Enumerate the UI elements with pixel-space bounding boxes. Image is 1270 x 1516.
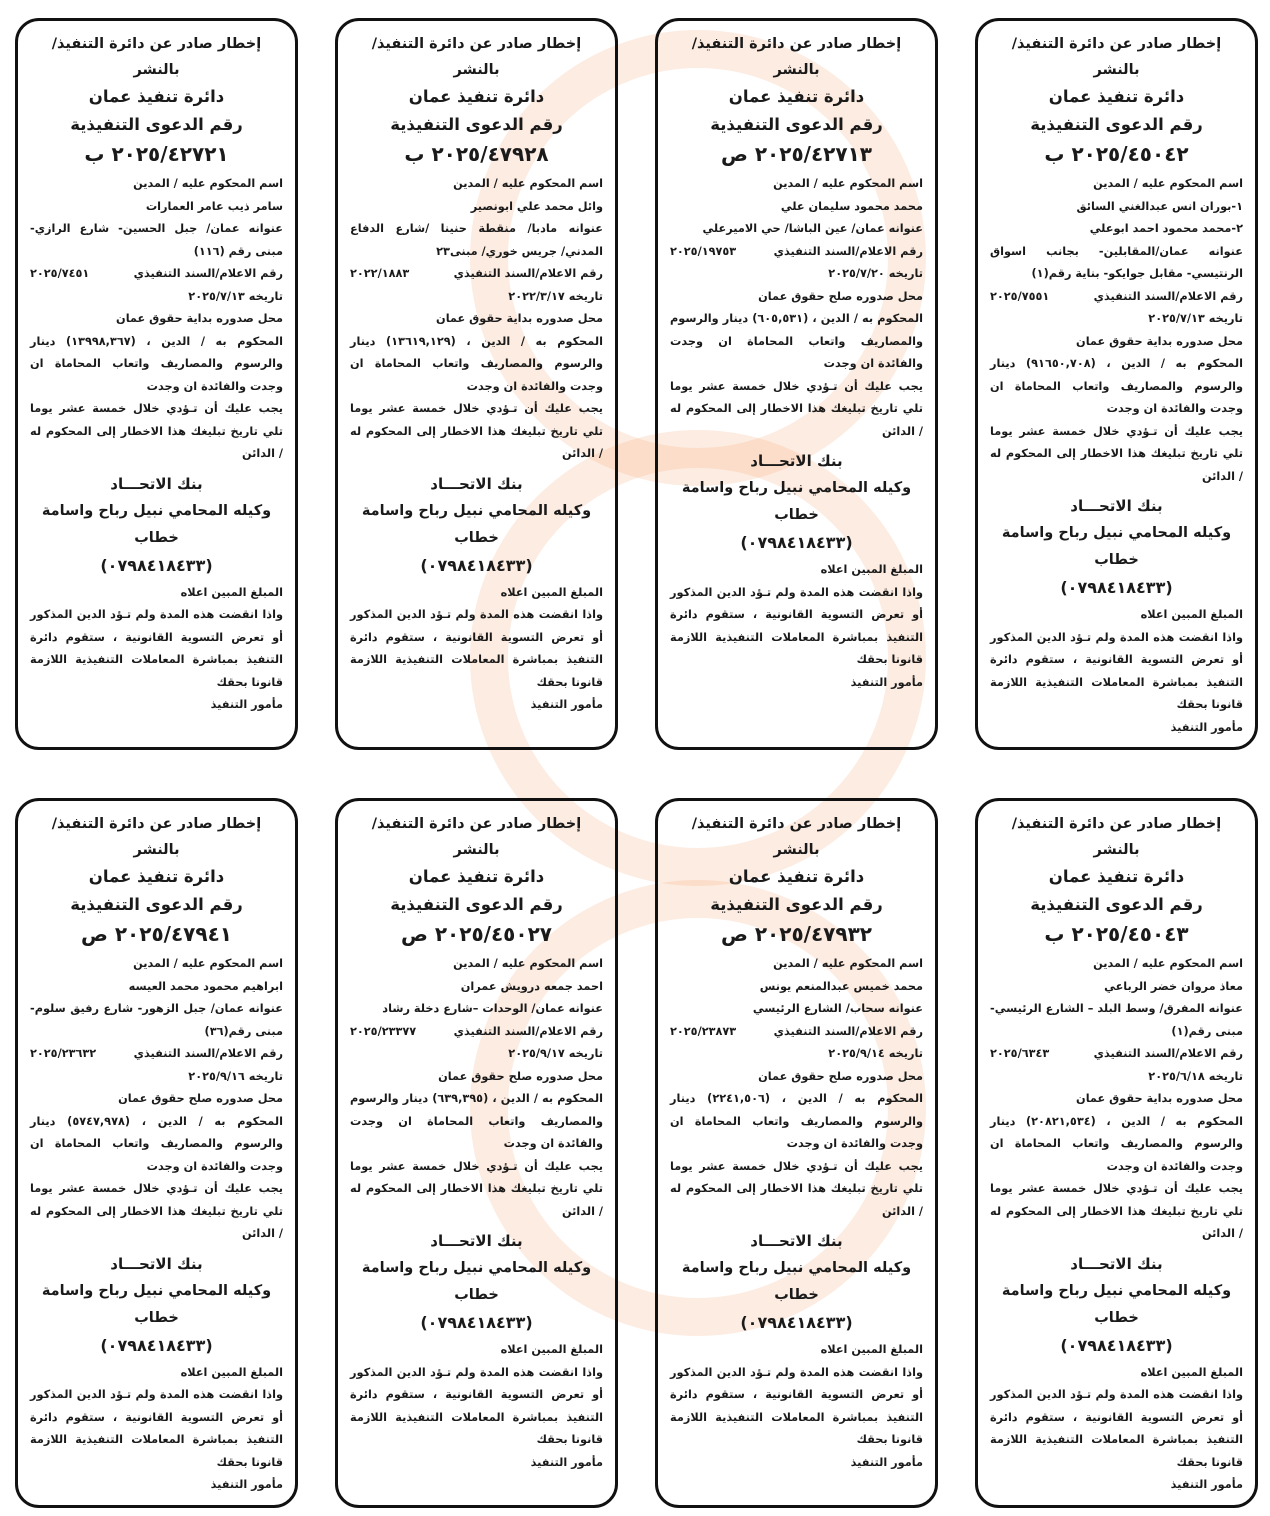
amount-note: المبلغ المبين اعلاه: [180, 1365, 283, 1379]
case-heading: رقم الدعوى التنفيذية: [70, 115, 243, 134]
amount-line: [990, 1111, 1243, 1179]
bank-name: بنك الاتحـــاد: [1070, 1254, 1163, 1273]
date-value: ٢٠٢٥/٧/٢٠: [828, 267, 885, 280]
amount-value: (١٣٩٩٨,٣٦٧): [65, 334, 136, 348]
signature: مأمور التنفيذ: [850, 1455, 923, 1469]
date-value: ٢٠٢٥/٧/١٣: [188, 289, 245, 303]
amount-note: المبلغ المبين اعلاه: [1140, 1365, 1243, 1379]
amount-suffix: دينار والرسوم والمصاريف واتعاب المحاماة ان وجدت والفائدة ان وجدت: [990, 1114, 1243, 1173]
amount-note: المبلغ المبين اعلاه: [820, 563, 923, 576]
date-value: ٢٠٢٥/٦/١٨: [1148, 1069, 1205, 1083]
notice-title: إخطار صادر عن دائرة التنفيذ/ بالنشر: [691, 36, 902, 78]
amount-suffix: دينار والرسوم والمصاريف واتعاب المحاماة ان وجدت والفائدة ان وجدت: [350, 1092, 603, 1150]
ref-line: [350, 263, 603, 286]
lawyer-name: وكيله المحامي نبيل رباح واسامة خطاب: [681, 1260, 912, 1303]
obligation-text: يجب عليك أن تـؤدي خلال خمسة عشر يوما تلي تاريخ تبليغك هذا الاخطار إلى المحكوم له / الدائن: [30, 1182, 283, 1240]
amount-note: المبلغ المبين اعلاه: [500, 1343, 603, 1356]
date-label: تاريخه: [248, 1069, 283, 1083]
ref-label: رقم الاعلام/السند التنفيذي: [453, 267, 603, 280]
notice-box: [655, 18, 938, 750]
date-value: ٢٠٢٥/٩/١٤: [828, 1047, 885, 1060]
department-name: دائرة تنفيذ عمان: [728, 867, 865, 886]
debtor-address: عنوانه المفرق/ وسط البلد – الشارع الرئيسي- مبنى رقم(١): [990, 1002, 1243, 1038]
amount-note: المبلغ المبين اعلاه: [180, 585, 283, 599]
amount-prefix: المحكوم به / الدين ،: [492, 1092, 603, 1105]
debtor-label: اسم المحكوم عليه / المدين: [773, 957, 923, 970]
date-label: تاريخه: [248, 289, 283, 303]
ref-line: [350, 1021, 603, 1044]
obligation-text: يجب عليك أن تـؤدي خلال خمسة عشر يوما تلي تاريخ تبليغك هذا الاخطار إلى المحكوم له / الدائن: [30, 402, 283, 460]
amount-prefix: المحكوم به / الدين ،: [1106, 1114, 1243, 1128]
amount-line: [670, 308, 923, 376]
department-name: دائرة تنفيذ عمان: [1048, 87, 1185, 106]
ref-label: رقم الاعلام/السند التنفيذي: [1093, 289, 1243, 303]
phone-number: (٠٧٩٨٤١٨٤٣٣): [740, 1313, 853, 1332]
notice-box: [975, 18, 1258, 750]
ref-line: [670, 1021, 923, 1044]
amount-value: (٦٣٩,٣٩٥): [432, 1092, 489, 1105]
debtor-label: اسم المحكوم عليه / المدين: [453, 957, 603, 970]
amount-line: [350, 331, 603, 399]
case-heading: رقم الدعوى التنفيذية: [390, 115, 563, 134]
court-line: محل صدوره بداية حقوق عمان: [436, 312, 603, 325]
bank-name: بنك الاتحـــاد: [430, 474, 523, 493]
department-name: دائرة تنفيذ عمان: [88, 867, 225, 886]
debtor-address: عنوانه سحاب/ الشارع الرئيسي: [752, 1002, 923, 1015]
court-line: محل صدوره بداية حقوق عمان: [116, 312, 283, 325]
date-label: تاريخه: [568, 289, 603, 303]
debtor-name: ابراهيم محمود محمد العيسه: [128, 979, 283, 993]
amount-line: [30, 1111, 283, 1179]
bank-name: بنك الاتحـــاد: [110, 1254, 203, 1273]
obligation-text: يجب عليك أن تـؤدي خلال خمسة عشر يوما تلي تاريخ تبليغك هذا الاخطار إلى المحكوم له / الدائن: [350, 402, 603, 460]
notice-box: [975, 798, 1258, 1508]
date-label: تاريخه: [1208, 312, 1243, 325]
notice-title: إخطار صادر عن دائرة التنفيذ/ بالنشر: [691, 816, 902, 858]
amount-prefix: المحكوم به / الدين ،: [141, 1114, 283, 1128]
court-line: محل صدوره صلح حقوق عمان: [758, 1069, 923, 1083]
case-number: ٢٠٢٥/٤٥٠٢٧ ص: [400, 922, 553, 946]
debtor-label: اسم المحكوم عليه / المدين: [453, 177, 603, 190]
case-heading: رقم الدعوى التنفيذية: [710, 895, 883, 914]
debtor-label: اسم المحكوم عليه / المدين: [133, 177, 283, 190]
debtor-name: احمد جمعه درويش عمران: [460, 979, 603, 993]
case-number: ٢٠٢٥/٤٢٧٢١ ب: [84, 142, 229, 166]
department-name: دائرة تنفيذ عمان: [1048, 867, 1185, 886]
case-heading: رقم الدعوى التنفيذية: [1030, 895, 1203, 914]
debtor-label: اسم المحكوم عليه / المدين: [133, 957, 283, 970]
amount-suffix: دينار والرسوم والمصاريف واتعاب المحاماة ان وجدت والفائدة ان وجدت: [350, 334, 603, 393]
ref-number: ٢٠٢٥/٦٣٤٣: [990, 1047, 1050, 1060]
debtor-name: معاذ مروان خضر الرباعي: [1104, 979, 1243, 993]
debtor-address: عنوانه عمان/المقابلين- بجانب اسواق الرنتيسي- مقابل جوايكو- بناية رقم(١): [990, 244, 1243, 280]
date-value: ٢٠٢٥/٩/١٧: [508, 1047, 565, 1060]
signature: مأمور التنفيذ: [210, 698, 283, 711]
lawyer-name: وكيله المحامي نبيل رباح واسامة خطاب: [681, 480, 912, 523]
date-label: تاريخه: [888, 267, 923, 280]
amount-note: المبلغ المبين اعلاه: [1140, 608, 1243, 621]
ref-label: رقم الاعلام/السند التنفيذي: [773, 244, 923, 258]
court-line: محل صدوره بداية حقوق عمان: [1076, 334, 1243, 348]
signature: مأمور التنفيذ: [530, 1455, 603, 1469]
closing-text: واذا انقضت هذه المدة ولم تـؤد الدين المذكور أو تعرض التسوية القانونية ، ستقوم دائرة التنفيذ بمباشرة المعاملات التنفيذية اللازمة قانونا بحقك: [990, 630, 1243, 711]
date-line: [990, 308, 1243, 331]
closing-text: واذا انقضت هذه المدة ولم تـؤد الدين المذكور أو تعرض التسوية القانونية ، ستقوم دائرة التنفيذ بمباشرة المعاملات التنفيذية اللازمة قانونا بحقك: [990, 1388, 1243, 1469]
ref-label: رقم الاعلام/السند التنفيذي: [1093, 1047, 1243, 1060]
debtor-name: وائل محمد علي ابونصير: [470, 199, 603, 213]
debtor-name: سامر ذيب عامر العمارات: [145, 199, 283, 213]
bank-name: بنك الاتحـــاد: [110, 474, 203, 493]
closing-text: واذا انقضت هذه المدة ولم تـؤد الدين المذكور أو تعرض التسوية القانونية ، ستقوم دائرة التنفيذ بمباشرة المعاملات التنفيذية اللازمة قانونا بحقك: [30, 608, 283, 689]
court-line: محل صدوره صلح حقوق عمان: [438, 1069, 603, 1083]
notice-title: إخطار صادر عن دائرة التنفيذ/ بالنشر: [371, 816, 582, 858]
debtor-address: عنوانه مادبا/ منقطة حنينا /شارع الدفاع المدني/ جريس خوري/ مبنى٢٣: [350, 222, 603, 258]
debtor-address: عنوانه عمان/ جبل الزهور- شارع رفيق سلوم- مبنى رقم(٣٦): [30, 1002, 283, 1038]
amount-line: [670, 1088, 923, 1156]
date-line: [990, 1066, 1243, 1089]
notice-box: [15, 18, 298, 750]
bank-name: بنك الاتحـــاد: [430, 1232, 523, 1250]
date-label: تاريخه: [1208, 1069, 1243, 1083]
court-line: محل صدوره صلح حقوق عمان: [118, 1092, 283, 1105]
date-line: [350, 1043, 603, 1066]
debtor-name: محمد محمود سليمان علي: [780, 199, 923, 213]
closing-text: واذا انقضت هذه المدة ولم تـؤد الدين المذكور أو تعرض التسوية القانونية ، ستقوم دائرة التنفيذ بمباشرة المعاملات التنفيذية اللازمة قانونا بحقك: [350, 1365, 603, 1446]
ref-line: [30, 1043, 283, 1066]
date-value: ٢٠٢٥/٩/١٦: [188, 1069, 245, 1083]
ref-label: رقم الاعلام/السند التنفيذي: [133, 267, 283, 280]
amount-note: المبلغ المبين اعلاه: [820, 1343, 923, 1356]
amount-suffix: دينار والرسوم والمصاريف واتعاب المحاماة ان وجدت والفائدة ان وجدت: [30, 334, 283, 393]
date-line: [350, 286, 603, 309]
amount-suffix: دينار والرسوم والمصاريف واتعاب المحاماة ان وجدت والفائدة ان وجدت: [990, 357, 1243, 415]
ref-label: رقم الاعلام/السند التنفيذي: [133, 1047, 283, 1060]
signature: مأمور التنفيذ: [1170, 720, 1243, 734]
department-name: دائرة تنفيذ عمان: [408, 867, 545, 886]
amount-prefix: المحكوم به / الدين ،: [812, 312, 923, 325]
date-label: تاريخه: [568, 1047, 603, 1060]
ref-number: ٢٠٢٥/٢٣٦٣٢: [30, 1047, 97, 1060]
amount-value: (٦٠٥,٥٣١): [752, 312, 809, 325]
amount-value: (٩١٦٥٠,٧٠٨): [1025, 357, 1096, 370]
case-heading: رقم الدعوى التنفيذية: [1030, 115, 1203, 134]
amount-line: [30, 331, 283, 399]
lawyer-name: وكيله المحامي نبيل رباح واسامة خطاب: [361, 502, 592, 546]
ref-line: [990, 1043, 1243, 1066]
case-number: ٢٠٢٥/٤٧٩٢٨ ب: [404, 142, 549, 166]
case-number: ٢٠٢٥/٤٧٩٤١ ص: [80, 922, 233, 946]
lawyer-name: وكيله المحامي نبيل رباح واسامة خطاب: [1001, 1282, 1232, 1326]
notice-box: [655, 798, 938, 1508]
date-line: [670, 263, 923, 286]
notice-box: [15, 798, 298, 1508]
bank-name: بنك الاتحـــاد: [1070, 497, 1163, 515]
debtor-name: ١-بوران انس عبدالغني السائق: [1076, 199, 1243, 213]
ref-number: ٢٠٢٥/٢٣٨٧٣: [670, 1024, 737, 1038]
case-heading: رقم الدعوى التنفيذية: [390, 895, 563, 914]
debtor-label: اسم المحكوم عليه / المدين: [1093, 957, 1243, 970]
case-number: ٢٠٢٥/٤٥٠٤٢ ب: [1044, 142, 1189, 166]
bank-name: بنك الاتحـــاد: [750, 1232, 843, 1250]
court-line: محل صدوره بداية حقوق عمان: [1076, 1092, 1243, 1105]
date-value: ٢٠٢٥/٧/١٣: [1148, 312, 1205, 325]
signature: مأمور التنفيذ: [210, 1478, 283, 1491]
date-label: تاريخه: [888, 1047, 923, 1060]
ref-number: ٢٠٢٥/١٩٧٥٣: [670, 244, 737, 258]
amount-prefix: المحكوم به / الدين ،: [466, 334, 603, 348]
obligation-text: يجب عليك أن تـؤدي خلال خمسة عشر يوما تلي تاريخ تبليغك هذا الاخطار إلى المحكوم له / الدائن: [990, 1182, 1243, 1240]
notice-box: [335, 18, 618, 750]
bank-name: بنك الاتحـــاد: [750, 452, 843, 470]
obligation-text: يجب عليك أن تـؤدي خلال خمسة عشر يوما تلي تاريخ تبليغك هذا الاخطار إلى المحكوم له / الدائن: [670, 1159, 923, 1218]
ref-number: ٢٠٢٥/٧٤٥١: [30, 267, 90, 280]
amount-line: [350, 1088, 603, 1156]
case-number: ٢٠٢٥/٤٥٠٤٣ ب: [1044, 922, 1189, 946]
notice-title: إخطار صادر عن دائرة التنفيذ/ بالنشر: [371, 36, 582, 78]
phone-number: (٠٧٩٨٤١٨٤٣٣): [100, 1335, 213, 1355]
notice-title: إخطار صادر عن دائرة التنفيذ/ بالنشر: [51, 36, 262, 78]
court-line: محل صدوره صلح حقوق عمان: [758, 289, 923, 303]
notice-title: إخطار صادر عن دائرة التنفيذ/ بالنشر: [1011, 816, 1222, 858]
amount-prefix: المحكوم به / الدين ،: [781, 1092, 923, 1105]
ref-number: ٢٠٢٥/٢٣٣٧٧: [350, 1024, 417, 1038]
date-line: [30, 1066, 283, 1089]
case-heading: رقم الدعوى التنفيذية: [710, 115, 883, 134]
phone-number: (٠٧٩٨٤١٨٤٣٣): [1060, 578, 1173, 597]
obligation-text: يجب عليك أن تـؤدي خلال خمسة عشر يوما تلي تاريخ تبليغك هذا الاخطار إلى المحكوم له / الدائن: [350, 1159, 603, 1218]
debtor-name: ٢-محمد محمود احمد ابوعلي: [1089, 222, 1243, 235]
debtor-address: عنوانه عمان/ الوحدات –شارع دخلة رشاد: [382, 1002, 603, 1015]
department-name: دائرة تنفيذ عمان: [88, 87, 225, 106]
ref-line: [990, 286, 1243, 309]
debtor-label: اسم المحكوم عليه / المدين: [773, 177, 923, 190]
amount-prefix: المحكوم به / الدين ،: [1106, 357, 1243, 370]
signature: مأمور التنفيذ: [1170, 1478, 1243, 1491]
amount-note: المبلغ المبين اعلاه: [500, 585, 603, 599]
closing-text: واذا انقضت هذه المدة ولم تـؤد الدين المذكور أو تعرض التسوية القانونية ، ستقوم دائرة التنفيذ بمباشرة المعاملات التنفيذية اللازمة قانونا بحقك: [350, 608, 603, 689]
amount-suffix: دينار والرسوم والمصاريف واتعاب المحاماة ان وجدت والفائدة ان وجدت: [670, 1092, 923, 1150]
amount-value: (٢٢٤١,٥٠٦): [707, 1092, 771, 1105]
phone-number: (٠٧٩٨٤١٨٤٣٣): [100, 555, 213, 575]
lawyer-name: وكيله المحامي نبيل رباح واسامة خطاب: [41, 502, 272, 546]
case-number: ٢٠٢٥/٤٧٩٣٢ ص: [720, 922, 873, 946]
obligation-text: يجب عليك أن تـؤدي خلال خمسة عشر يوما تلي تاريخ تبليغك هذا الاخطار إلى المحكوم له / الدائن: [670, 379, 923, 438]
notice-title: إخطار صادر عن دائرة التنفيذ/ بالنشر: [51, 816, 262, 858]
lawyer-name: وكيله المحامي نبيل رباح واسامة خطاب: [361, 1260, 592, 1303]
amount-value: (٥٧٤٧,٩٧٨): [67, 1114, 131, 1128]
closing-text: واذا انقضت هذه المدة ولم تـؤد الدين المذكور أو تعرض التسوية القانونية ، ستقوم دائرة التنفيذ بمباشرة المعاملات التنفيذية اللازمة قانونا بحقك: [670, 585, 923, 666]
signature: مأمور التنفيذ: [530, 698, 603, 711]
date-line: [30, 286, 283, 309]
phone-number: (٠٧٩٨٤١٨٤٣٣): [420, 1313, 533, 1332]
debtor-address: عنوانه عمان/ جبل الحسين- شارع الرازي- مبنى رقم (١١٦): [30, 222, 283, 258]
department-name: دائرة تنفيذ عمان: [728, 87, 865, 106]
ref-line: [30, 263, 283, 286]
obligation-text: يجب عليك أن تـؤدي خلال خمسة عشر يوما تلي تاريخ تبليغك هذا الاخطار إلى المحكوم له / الدائن: [990, 424, 1243, 483]
department-name: دائرة تنفيذ عمان: [408, 87, 545, 106]
ref-number: ٢٠٢٢/١٨٨٣: [350, 267, 410, 280]
amount-suffix: دينار والرسوم والمصاريف واتعاب المحاماة ان وجدت والفائدة ان وجدت: [670, 312, 923, 370]
lawyer-name: وكيله المحامي نبيل رباح واسامة خطاب: [1001, 525, 1232, 568]
date-value: ٢٠٢٢/٣/١٧: [508, 289, 565, 303]
amount-value: (٢٠٨٢١,٥٣٤): [1025, 1114, 1096, 1128]
phone-number: (٠٧٩٨٤١٨٤٣٣): [740, 533, 853, 552]
ref-line: [670, 241, 923, 264]
notice-title: إخطار صادر عن دائرة التنفيذ/ بالنشر: [1011, 36, 1222, 78]
phone-number: (٠٧٩٨٤١٨٤٣٣): [1060, 1335, 1173, 1355]
ref-label: رقم الاعلام/السند التنفيذي: [773, 1024, 923, 1038]
amount-line: [990, 353, 1243, 421]
signature: مأمور التنفيذ: [850, 675, 923, 689]
phone-number: (٠٧٩٨٤١٨٤٣٣): [420, 555, 533, 575]
closing-text: واذا انقضت هذه المدة ولم تـؤد الدين المذكور أو تعرض التسوية القانونية ، ستقوم دائرة التنفيذ بمباشرة المعاملات التنفيذية اللازمة قانونا بحقك: [30, 1388, 283, 1469]
closing-text: واذا انقضت هذه المدة ولم تـؤد الدين المذكور أو تعرض التسوية القانونية ، ستقوم دائرة التنفيذ بمباشرة المعاملات التنفيذية اللازمة قانونا بحقك: [670, 1365, 923, 1446]
notice-box: [335, 798, 618, 1508]
case-number: ٢٠٢٥/٤٢٧١٣ ص: [720, 142, 873, 166]
amount-prefix: المحكوم به / الدين ،: [146, 334, 283, 348]
lawyer-name: وكيله المحامي نبيل رباح واسامة خطاب: [41, 1282, 272, 1326]
amount-value: (١٣٦١٩,١٢٩): [385, 334, 456, 348]
case-heading: رقم الدعوى التنفيذية: [70, 895, 243, 914]
debtor-label: اسم المحكوم عليه / المدين: [1093, 177, 1243, 190]
debtor-address: عنوانه عمان/ عين الباشا/ حي الاميرعلي: [702, 222, 923, 235]
debtor-name: محمد خميس عبدالمنعم يونس: [759, 979, 923, 993]
date-line: [670, 1043, 923, 1066]
ref-label: رقم الاعلام/السند التنفيذي: [453, 1024, 603, 1038]
ref-number: ٢٠٢٥/٧٥٥١: [990, 289, 1050, 303]
amount-suffix: دينار والرسوم والمصاريف واتعاب المحاماة ان وجدت والفائدة ان وجدت: [30, 1114, 283, 1173]
